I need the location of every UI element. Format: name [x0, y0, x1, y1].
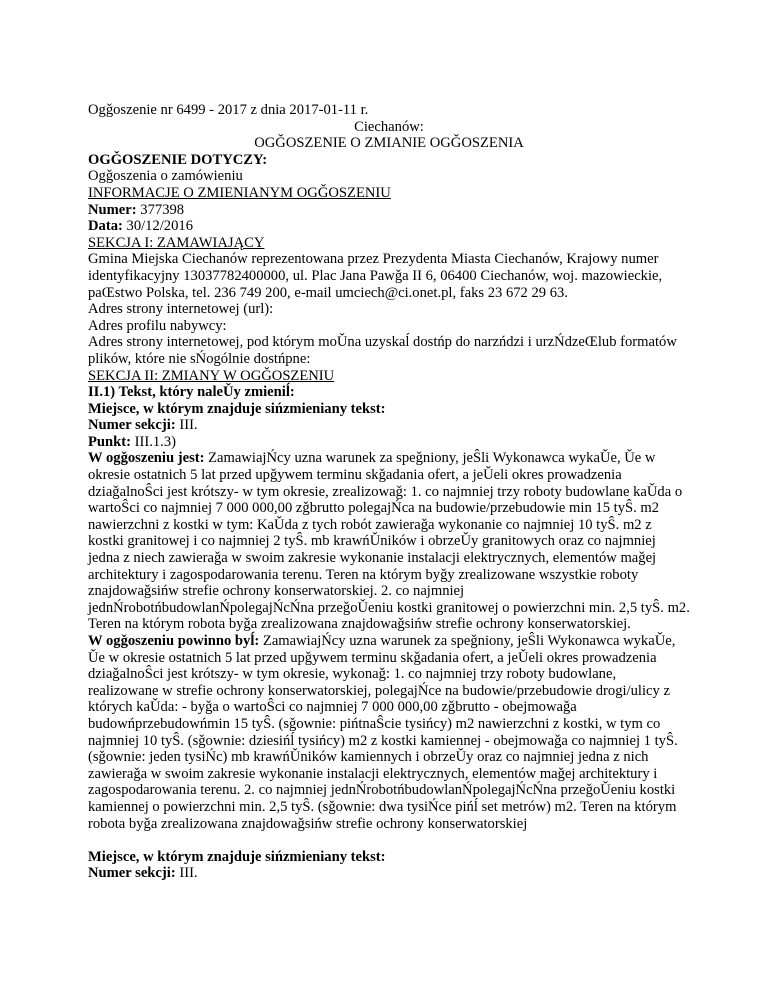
number-row: Numer: 377398 [88, 201, 185, 218]
point-row: Punkt: III.1.3) [88, 433, 176, 450]
concerns-value: Ogǧoszenia o zamówieniu [88, 168, 243, 185]
document-title: OGǦOSZENIE O ZMIANIE OGǦOSZENIA [254, 135, 524, 152]
section1-body: Gmina Miejska Ciechanów reprezentowana przez Prezydenta Miasta Ciechanów, Krajowy numer identyfikacyjny 13037782400000, ul. Plac Jana Pawǧa II 6, 06400 Ciechanów, woj. mazowieckie, paŒstwo Polska, tel. 236 749 200, e-mail umciech@ci.onet.pl, faks 23 672 29 63. [88, 251, 663, 301]
section2-subheading: II.1) Tekst, który naleǓy zmieniĺ: [88, 384, 295, 401]
date-row: Data: 30/12/2016 [88, 218, 193, 235]
profile-line: Adres profilu nabywcy: [88, 317, 227, 334]
is-paragraph: W ogǧoszeniu jest: ZamawiajŃcy uzna warunek za speǧniony, jeŜli Wykonawca wykaǓe, Ǔe w okresie ostatnich 5 lat przed upǧywem terminu skǧadania ofert, a jeǓeli okres prowadzenia dziaǧalnoŜci jest krótszy- w tym okresie, zrealizowaǧ: 1. co najmniej trzy roboty budowlane kaǓda o wartoŜci co najmniej 7 000 000,00 zǧbrutto polegajŃca na budowie/przebudowie min 15 tyŜ. m2 nawierzchni z kostki w tym: KaǓda z tych robót zawieraǧa wykonanie co najmniej 10 tyŜ. m2 z kostki granitowej i co najmniej 2 tyŜ. mb krawńǓników i obrzeǓy granitowych oraz co najmniej jedna z niech zawieraǧa w swoim zakresie wykonanie instalacji elektrycznych, elementów maǧej architektury i zagospodarowania terenu. Teren na którym byǧy zrealizowane wszystkie roboty znajdowaǧsińw strefie ochrony konserwatorskiej. 2. co najmniej jednŃrobotńbudowlanŃpolegajŃcŃna przeǧoǓeniu kostki granitowej o powierzchni min. 2,5 tyŜ. m2. Teren na którym robota byǧa zrealizowana znajdowaǧsińw strefie ochrony konserwatorskiej. [88, 450, 690, 633]
blank-line [88, 832, 690, 849]
section-number-row: Numer sekcji: III. [88, 417, 198, 434]
place-label-2: Miejsce, w którym znajduje sińzmieniany tekst: [88, 848, 386, 865]
should-paragraph: W ogǧoszeniu powinno byĺ: ZamawiajŃcy uzna warunek za speǧniony, jeŜli Wykonawca wykaǓe, Ǔe w okresie ostatnich 5 lat przed upǧywem terminu skǧadania ofert, a jeǓeli okres prowadzenia dziaǧalnoŜci jest krótszy- w tym okresie, wykonaǧ: 1. co najmniej trzy roboty budowlane, realizowane w strefie ochrony konserwatorskiej, polegajŃce na budowie/przebudowie drogi/ulicy z których kaǓda: - byǧa o wartoŜci co najmniej 7 000 000,00 zǧbrutto - obejmowaǧa budowńprzebudowńmin 15 tyŜ. (sǧownie: pińtnaŜcie tysińcy) m2 nawierzchni z kostki, w tym co najmniej 10 tyŜ. (sǧownie: dziesińĺ tysińcy) m2 z kostki kamiennej - obejmowaǧa co najmniej 1 tyŜ. (sǧownie: jeden tysiŃc) mb krawńǓników kamiennych i obrzeǓy oraz co najmniej jedna z nich zawieraǧa w swoim zakresie wykonanie instalacji elektrycznych, elementów maǧej architektury i zagospodarowania terenu. 2. co najmniej jednŃrobotńbudowlanŃpolegajŃcŃna przeǧoǓeniu kostki kamiennej o powierzchni min. 2,5 tyŜ. (sǧownie: dwa tysiŃce pińĺ set metrów) m2. Teren na którym robota byǧa zrealizowana znajdowaǧsińw strefie ochrony konserwatorskiej [88, 633, 678, 832]
url-line: Adres strony internetowej (url): [88, 301, 274, 318]
place-label: Miejsce, w którym znajduje sińzmieniany tekst: [88, 400, 386, 417]
section2-heading: SEKCJA II: ZMIANY W OGǦOSZENIU [88, 367, 335, 384]
document-page [88, 102, 690, 882]
section-number-row-2: Numer sekcji: III. [88, 865, 198, 882]
announcement-line: Ogǧoszenie nr 6499 - 2017 z dnia 2017-01-11 r. [88, 102, 369, 118]
section1-heading: SEKCJA I: ZAMAWIAJĄCY [88, 234, 265, 251]
city-line: Ciechanów: [354, 118, 424, 135]
changed-info-heading: INFORMACJE O ZMIENIANYM OGǦOSZENIU [88, 184, 391, 201]
tools-line: Adres strony internetowej, pod którym moǓna uzyskaĺ dostńp do narzńdzi i urzŃdzeŒlub formatów plików, które nie sŃogólnie dostńpne: [88, 334, 677, 367]
concerns-heading: OGǦOSZENIE DOTYCZY: [88, 151, 268, 168]
